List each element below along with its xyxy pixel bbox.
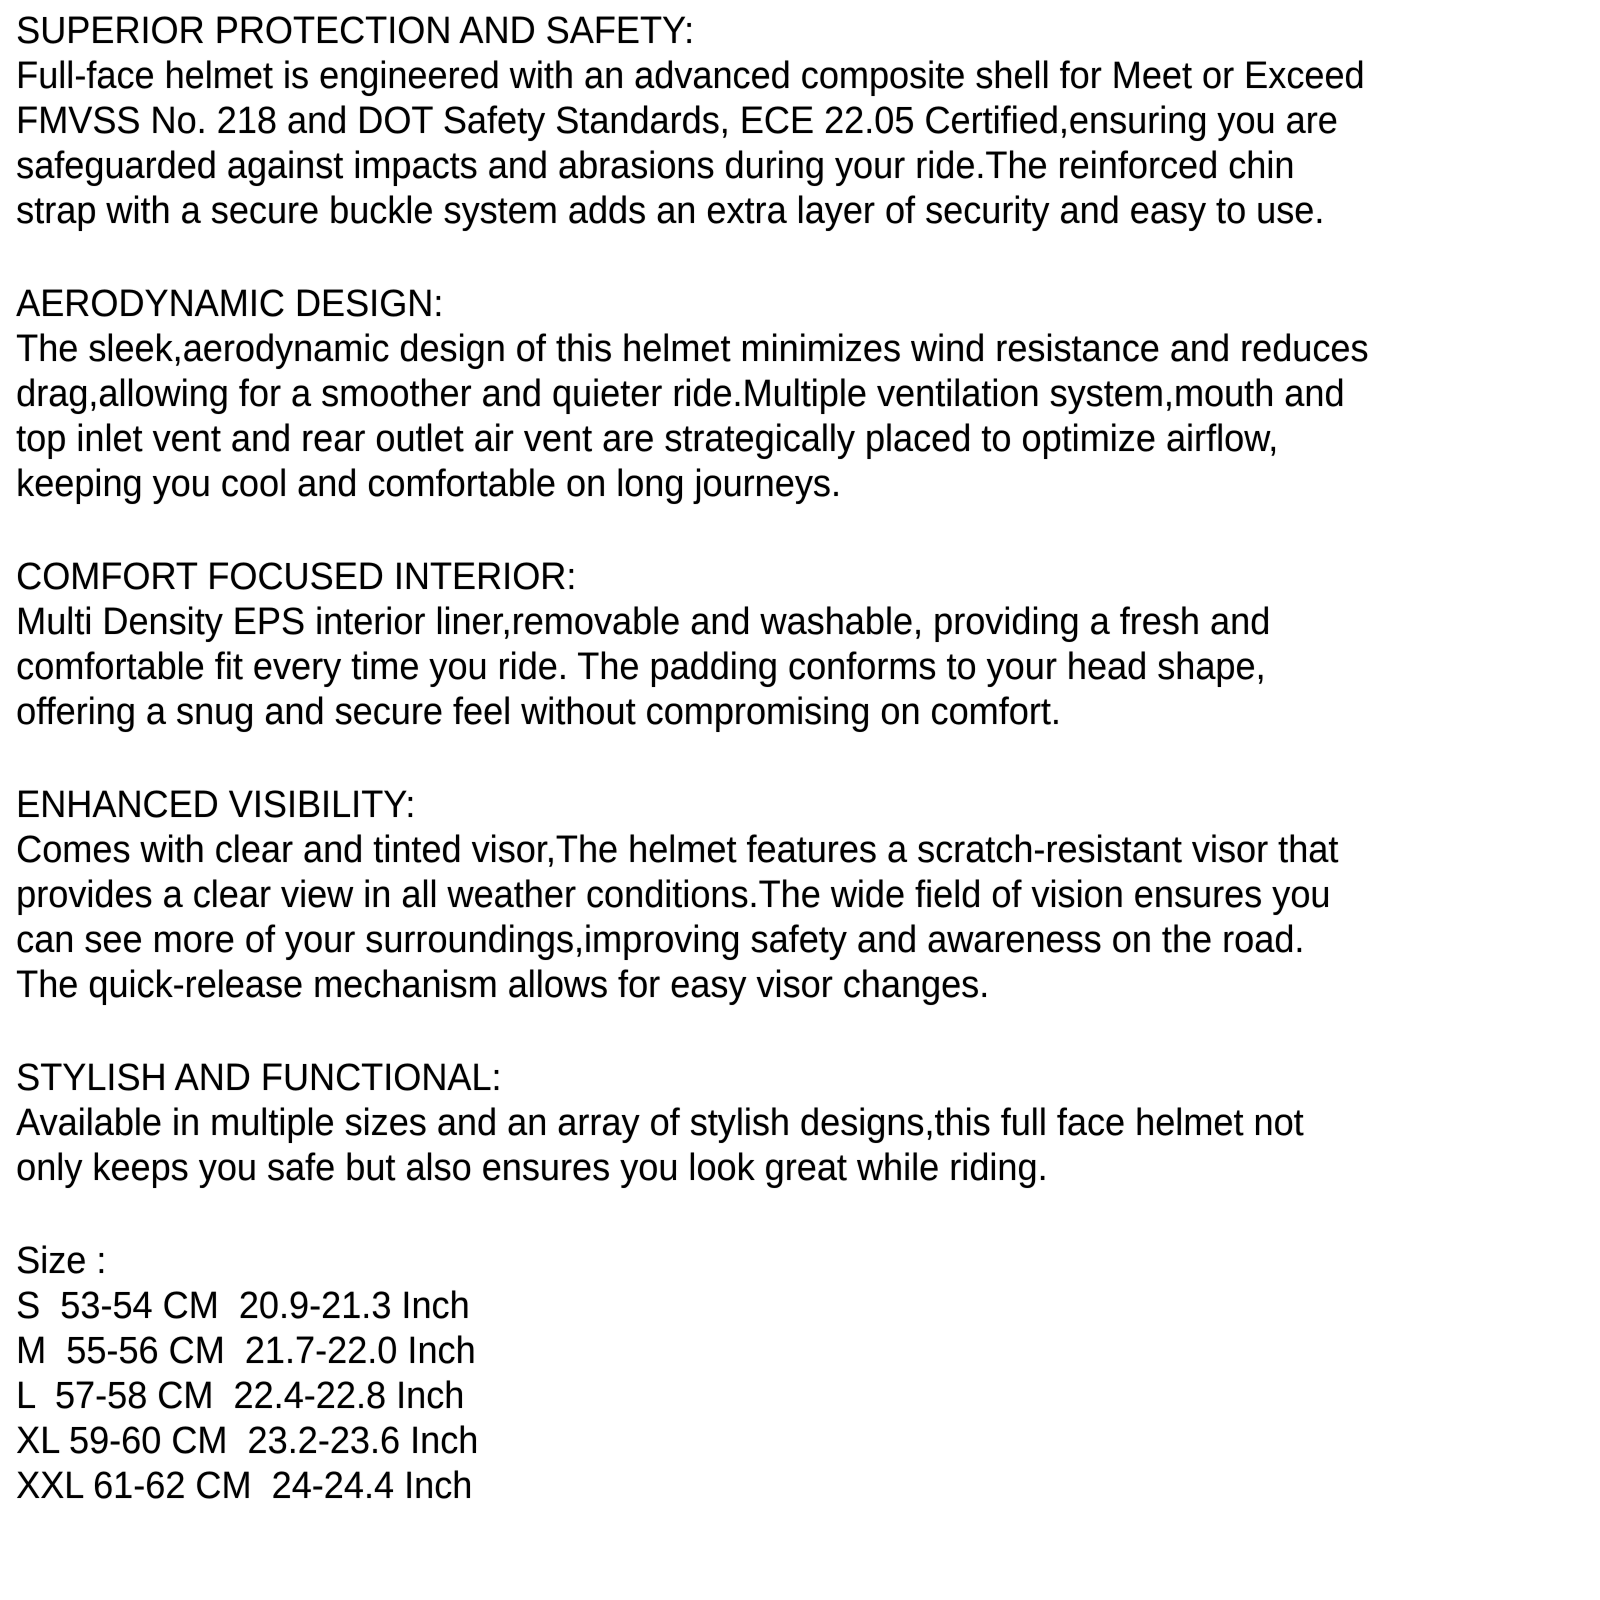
- body-line: safeguarded against impacts and abrasions during your ride.The reinforced chin: [16, 145, 1295, 187]
- body-line: top inlet vent and rear outlet air vent are strategically placed to optimize airflow,: [16, 418, 1279, 460]
- body-line: Full-face helmet is engineered with an advanced composite shell for Meet or Exceed: [16, 55, 1365, 97]
- size-label: Size :: [16, 1240, 107, 1282]
- body-line: can see more of your surroundings,improving safety and awareness on the road.: [16, 919, 1305, 961]
- body-line: only keeps you safe but also ensures you look great while riding.: [16, 1147, 1048, 1189]
- body-line: drag,allowing for a smoother and quieter ride.Multiple ventilation system,mouth and: [16, 373, 1345, 415]
- body-line: provides a clear view in all weather conditions.The wide field of vision ensures you: [16, 874, 1331, 916]
- body-line: Comes with clear and tinted visor,The helmet features a scratch-resistant visor that: [16, 829, 1339, 871]
- body-line: offering a snug and secure feel without compromising on comfort.: [16, 691, 1061, 733]
- body-line: Available in multiple sizes and an array of stylish designs,this full face helmet not: [16, 1102, 1304, 1144]
- body-line: Multi Density EPS interior liner,removable and washable, providing a fresh and: [16, 601, 1271, 643]
- section-comfort-interior: [16, 555, 1581, 735]
- size-row: S 53-54 CM 20.9-21.3 Inch: [16, 1285, 470, 1327]
- body-line: keeping you cool and comfortable on long journeys.: [16, 463, 841, 505]
- size-row: M 55-56 CM 21.7-22.0 Inch: [16, 1330, 476, 1372]
- section-stylish-functional: [16, 1056, 1581, 1191]
- section-heading: ENHANCED VISIBILITY:: [16, 784, 416, 826]
- body-line: comfortable fit every time you ride. The padding conforms to your head shape,: [16, 646, 1266, 688]
- size-row: XL 59-60 CM 23.2-23.6 Inch: [16, 1420, 479, 1462]
- section-heading: AERODYNAMIC DESIGN:: [16, 283, 444, 325]
- body-line: The sleek,aerodynamic design of this helmet minimizes wind resistance and reduces: [16, 328, 1369, 370]
- body-line: The quick-release mechanism allows for easy visor changes.: [16, 964, 990, 1006]
- body-line: strap with a secure buckle system adds an extra layer of security and easy to use.: [16, 190, 1325, 232]
- section-heading: SUPERIOR PROTECTION AND SAFETY:: [16, 10, 695, 52]
- size-row: XXL 61-62 CM 24-24.4 Inch: [16, 1465, 473, 1507]
- section-heading: STYLISH AND FUNCTIONAL:: [16, 1057, 502, 1099]
- section-aerodynamic-design: [16, 282, 1581, 507]
- size-row: L 57-58 CM 22.4-22.8 Inch: [16, 1375, 465, 1417]
- size-chart: [16, 1239, 1581, 1509]
- section-enhanced-visibility: [16, 783, 1581, 1008]
- section-superior-protection: [16, 9, 1581, 234]
- body-line: FMVSS No. 218 and DOT Safety Standards, ECE 22.05 Certified,ensuring you are: [16, 100, 1338, 142]
- section-heading: COMFORT FOCUSED INTERIOR:: [16, 556, 577, 598]
